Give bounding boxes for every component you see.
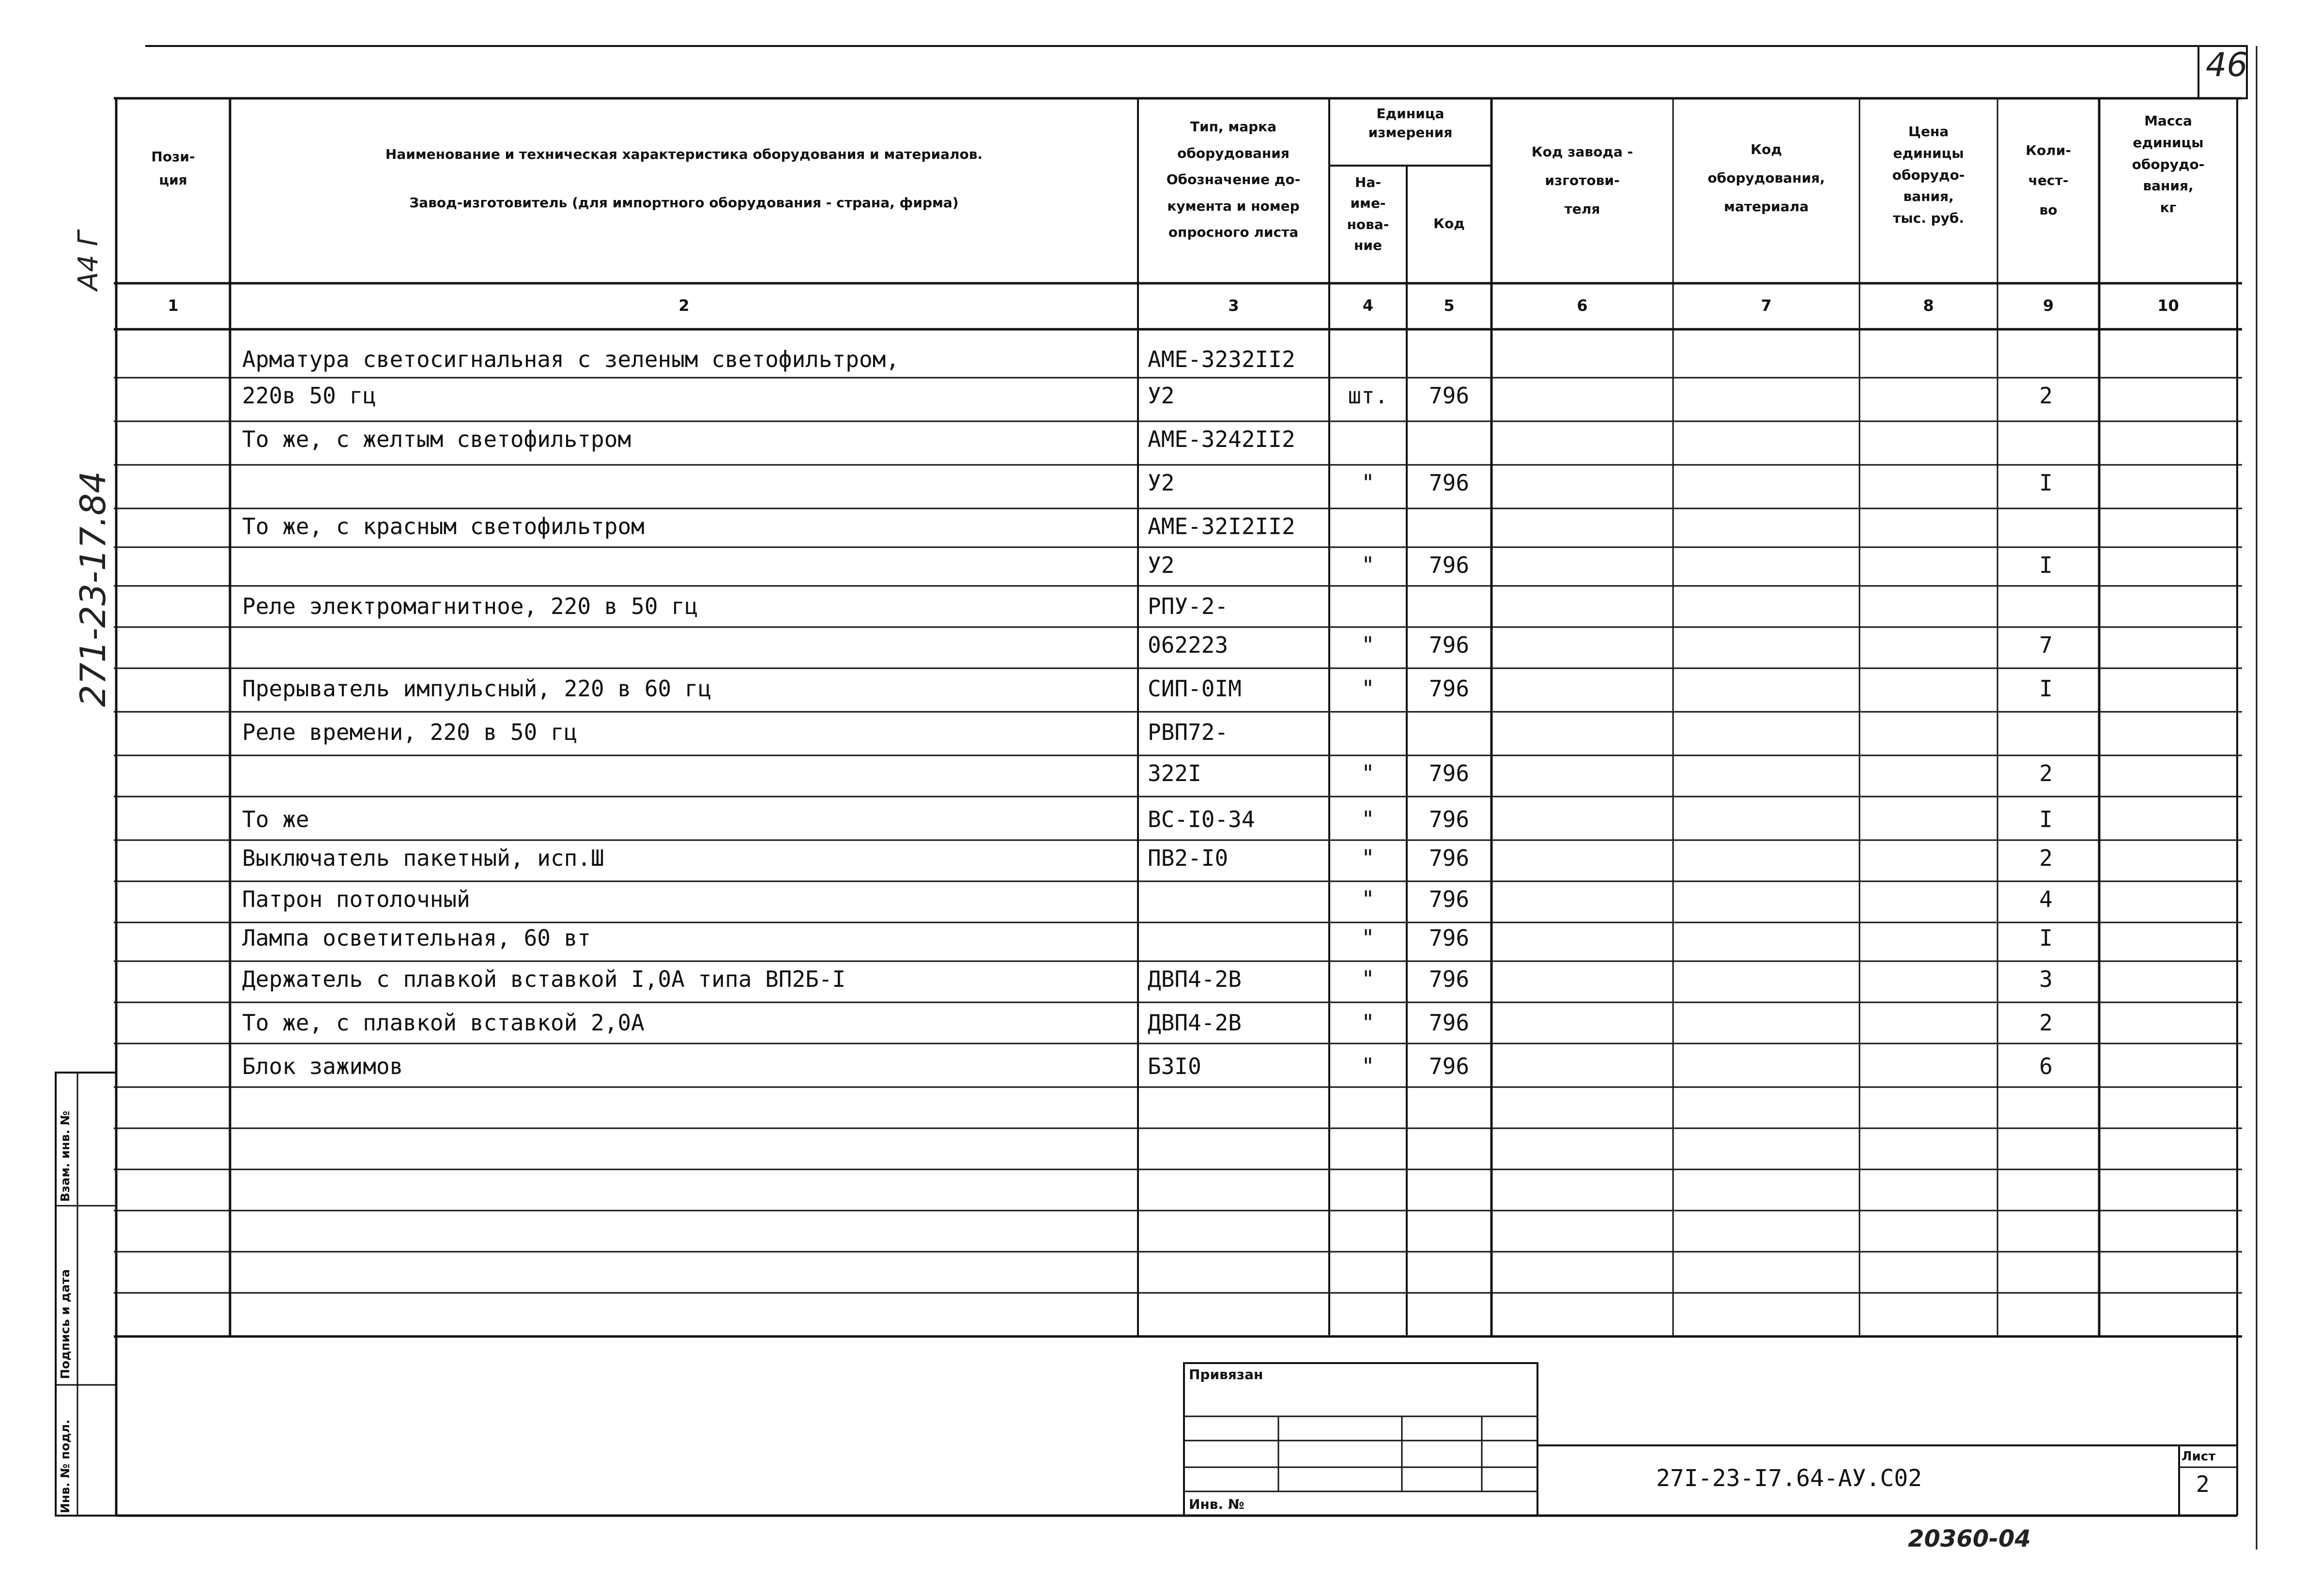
header-quantity: Коли- чест- во bbox=[2026, 142, 2071, 218]
row-unit: " bbox=[1361, 806, 1375, 832]
row-code: 796 bbox=[1429, 760, 1470, 786]
header-unit-code: Код bbox=[1433, 215, 1465, 231]
row-quantity: 2 bbox=[2039, 845, 2053, 871]
row-code: 796 bbox=[1429, 552, 1470, 578]
row-name: Лампа осветительная, 60 вт bbox=[242, 925, 591, 951]
row-code: 796 bbox=[1429, 806, 1470, 832]
row-name: Выключатель пакетный, исп.Ш bbox=[242, 845, 604, 871]
row-type: РВП72- bbox=[1148, 719, 1229, 745]
row-code: 796 bbox=[1429, 383, 1470, 409]
header-factory-code: Код завода - изготови- теля bbox=[1531, 144, 1633, 217]
row-type: У2 bbox=[1148, 383, 1175, 409]
row-unit: " bbox=[1361, 966, 1375, 992]
header-mass: Масса единицы оборудо- вания, кг bbox=[2132, 113, 2205, 216]
row-name: Арматура светосигнальная с зеленым светофильтром, bbox=[242, 346, 900, 372]
row-type: СИП-0IМ bbox=[1148, 675, 1242, 702]
header-unit-group: Единица измерения bbox=[1368, 106, 1453, 141]
row-unit: " bbox=[1361, 845, 1375, 871]
row-name: Держатель с плавкой вставкой I,0А типа ВП2Б-I bbox=[242, 966, 846, 992]
col-number-9: 9 bbox=[2043, 296, 2054, 315]
row-unit: " bbox=[1361, 886, 1375, 912]
row-quantity: I bbox=[2039, 925, 2053, 951]
col-number-3: 3 bbox=[1228, 296, 1239, 315]
archive-number: 20360-04 bbox=[1908, 1525, 2031, 1552]
row-type: ДВП4-2В bbox=[1148, 1010, 1242, 1036]
col-number-4: 4 bbox=[1362, 296, 1374, 315]
row-code: 796 bbox=[1429, 675, 1470, 702]
row-code: 796 bbox=[1429, 845, 1470, 871]
row-type: 322I bbox=[1148, 760, 1201, 786]
row-code: 796 bbox=[1429, 1053, 1470, 1079]
header-type: Тип, марка оборудования Обозначение до- кумента и номер опросного листа bbox=[1166, 119, 1301, 241]
row-unit: " bbox=[1361, 632, 1375, 658]
row-unit: " bbox=[1361, 1053, 1375, 1079]
row-quantity: 2 bbox=[2039, 760, 2053, 786]
row-quantity: I bbox=[2039, 552, 2053, 578]
side-format: А4 Г bbox=[73, 231, 104, 291]
row-name: То же, с плавкой вставкой 2,0А bbox=[242, 1010, 645, 1036]
col-number-5: 5 bbox=[1444, 296, 1455, 315]
row-name: Реле электромагнитное, 220 в 50 гц bbox=[242, 593, 698, 619]
row-code: 796 bbox=[1429, 925, 1470, 951]
row-unit: " bbox=[1361, 760, 1375, 786]
sheet-number: 46 bbox=[2206, 46, 2248, 84]
header-name-line1: Наименование и техническая характеристика оборудования и материалов. bbox=[385, 146, 983, 162]
row-name: 220в 50 гц bbox=[242, 383, 376, 409]
header-equipment-code: Код оборудования, материала bbox=[1707, 141, 1825, 215]
row-type: РПУ-2- bbox=[1148, 593, 1229, 619]
row-unit: " bbox=[1361, 1010, 1375, 1036]
stamp-sheet-value: 2 bbox=[2196, 1471, 2210, 1497]
row-name: Реле времени, 220 в 50 гц bbox=[242, 719, 578, 745]
col-number-7: 7 bbox=[1761, 296, 1772, 315]
stamp-document-code: 27I-23-I7.64-АУ.С02 bbox=[1656, 1465, 1922, 1492]
row-type: БЗI0 bbox=[1148, 1053, 1201, 1079]
side-field-vzam-inv: Взам. инв. № bbox=[58, 1111, 72, 1202]
row-unit: " bbox=[1361, 675, 1375, 702]
side-field-inv-podl: Инв. № подл. bbox=[58, 1419, 72, 1513]
row-name: Патрон потолочный bbox=[242, 886, 470, 912]
header-unit-name: На- име- нова- ние bbox=[1347, 174, 1389, 254]
row-quantity: 2 bbox=[2039, 1010, 2053, 1036]
row-type: ПВ2-I0 bbox=[1148, 845, 1229, 871]
col-number-6: 6 bbox=[1577, 296, 1588, 315]
stamp-sheet-label: Лист bbox=[2182, 1449, 2216, 1464]
row-type: АМЕ-3242II2 bbox=[1148, 426, 1295, 452]
row-quantity: 3 bbox=[2039, 966, 2053, 992]
row-unit: " bbox=[1361, 470, 1375, 496]
col-number-2: 2 bbox=[678, 296, 690, 315]
row-type: 062223 bbox=[1148, 632, 1229, 658]
row-type: У2 bbox=[1148, 470, 1175, 496]
row-code: 796 bbox=[1429, 886, 1470, 912]
row-name: То же, с желтым светофильтром bbox=[242, 426, 631, 452]
header-name-line2: Завод-изготовитель (для импортного оборудования - страна, фирма) bbox=[409, 195, 959, 211]
row-quantity: 6 bbox=[2039, 1053, 2053, 1079]
row-quantity: 7 bbox=[2039, 632, 2053, 658]
row-name: То же bbox=[242, 806, 309, 832]
header-position: Пози- ция bbox=[151, 149, 195, 188]
stamp-inv-no: Инв. № bbox=[1189, 1496, 1245, 1512]
side-doc-number: 271-23-17.84 bbox=[73, 471, 113, 707]
row-code: 796 bbox=[1429, 632, 1470, 658]
row-quantity: I bbox=[2039, 470, 2053, 496]
row-code: 796 bbox=[1429, 1010, 1470, 1036]
row-unit: шт. bbox=[1348, 383, 1388, 409]
row-name: Блок зажимов bbox=[242, 1053, 403, 1079]
row-type: ВС-I0-34 bbox=[1148, 806, 1255, 832]
row-type: ДВП4-2В bbox=[1148, 966, 1242, 992]
col-number-10: 10 bbox=[2157, 296, 2179, 315]
row-code: 796 bbox=[1429, 966, 1470, 992]
row-quantity: 2 bbox=[2039, 383, 2053, 409]
stamp-privyazan: Привязан bbox=[1189, 1366, 1263, 1382]
row-quantity: I bbox=[2039, 806, 2053, 832]
row-type: У2 bbox=[1148, 552, 1175, 578]
col-number-1: 1 bbox=[168, 296, 179, 315]
row-type: АМЕ-3232II2 bbox=[1148, 346, 1295, 372]
row-type: АМЕ-32I2II2 bbox=[1148, 513, 1295, 539]
row-code: 796 bbox=[1429, 470, 1470, 496]
side-field-signature: Подпись и дата bbox=[58, 1269, 72, 1379]
row-unit: " bbox=[1361, 552, 1375, 578]
row-name: То же, с красным светофильтром bbox=[242, 513, 645, 539]
col-number-8: 8 bbox=[1923, 296, 1934, 315]
row-quantity: 4 bbox=[2039, 886, 2053, 912]
header-price: Цена единицы оборудо- вания, тыс. руб. bbox=[1892, 123, 1965, 227]
row-quantity: I bbox=[2039, 675, 2053, 702]
row-name: Прерыватель импульсный, 220 в 60 гц bbox=[242, 675, 712, 702]
row-unit: " bbox=[1361, 925, 1375, 951]
